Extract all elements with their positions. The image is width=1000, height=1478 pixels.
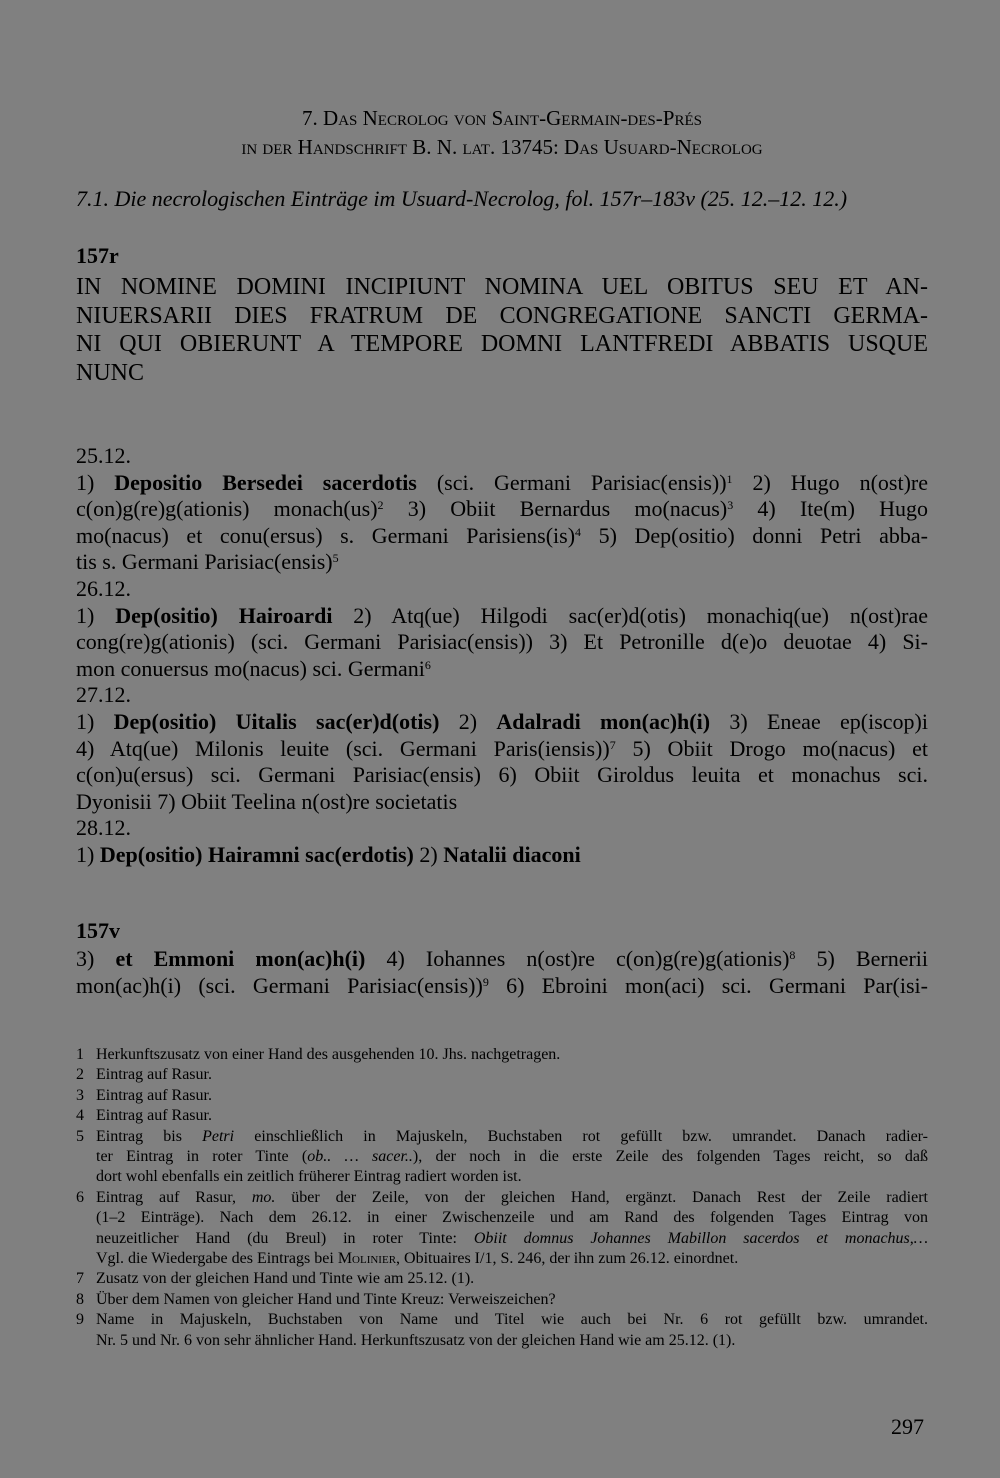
entry-text: 2) Hugo n(ost)re xyxy=(732,469,928,495)
footnote xyxy=(76,1086,928,1106)
entry-bold: Natalii diaconi xyxy=(443,841,581,867)
footnote xyxy=(76,1106,928,1126)
entry-text: mon conuersus mo(nacus) sci. Germani xyxy=(76,655,425,681)
footnote-text: (1–2 Einträge). Nach dem 26.12. in einer Zwischenzeile und am Rand des folgenden Tages Eintrag von xyxy=(96,1209,928,1227)
entry-number: 1) xyxy=(76,841,100,867)
footnote-ref: 5 xyxy=(332,551,339,566)
entry-line: Dyonisii 7) Obiit Teelina n(ost)re societatis xyxy=(76,788,458,814)
entry-bold: Dep(ositio) Uitalis sac(er)d(otis) xyxy=(113,708,440,734)
footnote-ref: 7 xyxy=(609,737,616,752)
entry-text: 3) Obiit Bernardus mo(nacus) xyxy=(383,496,728,522)
folio-157r: 157r xyxy=(76,243,119,268)
footnote xyxy=(76,1065,928,1085)
footnote-text-part: Eintrag auf Rasur, xyxy=(96,1188,252,1206)
footnote-text xyxy=(96,1127,928,1147)
entry-line: c(on)u(ersus) sci. Germani Parisiac(ensis) 6) Obiit Giroldus leuita et monachus sci. xyxy=(76,762,928,788)
entry-number: 1) xyxy=(76,708,114,734)
entry-text: 4) Atq(ue) Milonis leuite (sci. Germani Paris(iensis)) xyxy=(76,735,610,761)
date-26-12: 26.12. xyxy=(76,575,131,601)
entry-bold: et Emmoni mon(ac)h(i) xyxy=(115,946,366,971)
footnote xyxy=(76,1045,928,1065)
entry-text: mo(nacus) et conu(ersus) s. Germani Parisiens(is) xyxy=(76,522,576,548)
footnote-text-part: ter Eintrag in roter Tinte ( xyxy=(96,1148,308,1166)
entry-line xyxy=(76,549,928,576)
chapter-title xyxy=(76,104,928,162)
footnote-ref: 8 xyxy=(789,948,796,962)
footnote-text-part: über der Zeile, von der gleichen Hand, ergänzt. Danach Rest der Zeile radiert xyxy=(275,1188,928,1206)
rubric-heading xyxy=(76,273,928,387)
entry-number: 1) xyxy=(76,469,115,495)
footnote-text: dort wohl ebenfalls ein zeitlich früherer Eintrag radiert worden ist. xyxy=(96,1168,522,1186)
entry-line xyxy=(76,470,928,497)
footnote-text-part: einschließlich in Majuskeln, Buchstaben rot gefüllt bzw. umrandet. Danach radier- xyxy=(234,1127,929,1145)
footnote-number: 4 xyxy=(76,1107,84,1125)
entry-line xyxy=(76,523,928,550)
footnote-number: 3 xyxy=(76,1086,84,1104)
footnote xyxy=(76,1127,928,1188)
chapter-title-line-1: 7. Das Necrolog von Saint-Germain-des-Prés xyxy=(302,106,702,130)
footnote-text: Name in Majuskeln, Buchstaben von Name und Titel wie auch bei Nr. 6 rot gefüllt bzw. umrandet. xyxy=(96,1311,928,1329)
chapter-title-line-2: in der Handschrift B. N. lat. 13745: Das Usuard-Necrolog xyxy=(241,135,763,159)
footnote-ref: 4 xyxy=(575,524,582,539)
entry-line xyxy=(76,709,928,736)
footnote-ref: 1 xyxy=(726,471,733,486)
rubric-line: NI QUI OBIERUNT A TEMPORE DOMNI LANTFREDI ABBATIS USQUE xyxy=(76,331,928,357)
date-28-12: 28.12. xyxy=(76,815,131,841)
footnote-text xyxy=(96,1249,928,1269)
footnote-text: Herkunftszusatz von einer Hand des ausgehenden 10. Jhs. nachgetragen. xyxy=(96,1046,561,1063)
entry-bold: Adalradi mon(ac)h(i) xyxy=(496,708,711,734)
entry-text: 3) Eneae ep(iscop)i xyxy=(710,708,928,734)
footnote xyxy=(76,1188,928,1270)
entry-text: mon(ac)h(i) (sci. Germani Parisiac(ensis)) xyxy=(76,972,483,998)
entry-text: 5) Obiit Drogo mo(nacus) et xyxy=(615,735,928,761)
entry-line xyxy=(76,656,928,683)
entry-line xyxy=(76,842,928,869)
entries-157r xyxy=(76,443,928,869)
footnote xyxy=(76,1310,928,1351)
entry-text: c(on)g(re)g(ationis) monach(us) xyxy=(76,496,378,522)
entries-157v xyxy=(76,946,928,999)
footnote-text: Eintrag auf Rasur. xyxy=(96,1086,212,1104)
entry-number: 2) xyxy=(413,841,444,867)
footnote-italic: ob.. … sacer.. xyxy=(307,1148,413,1166)
entry-bold: Dep(ositio) Hairoardi xyxy=(115,602,333,628)
entry-text: 5) Dep(ositio) donni Petri abba- xyxy=(581,522,928,548)
footnote-text-part: , Obituaires I/1, S. 246, der ihn zum 26.12. einordnet. xyxy=(396,1250,739,1268)
footnote-number: 6 xyxy=(76,1188,84,1206)
entry-line xyxy=(76,973,928,1000)
entry-text: 2) Atq(ue) Hilgodi sac(er)d(otis) monachiq(ue) n(ost)rae xyxy=(332,602,929,628)
footnote-text: Nr. 5 und Nr. 6 von sehr ähnlicher Hand. Herkunftszusatz von der gleichen Hand wie am 25.12. (1). xyxy=(96,1331,736,1349)
entry-text: (sci. Germani Parisiac(ensis)) xyxy=(416,469,727,495)
entry-text: 5) Bernerii xyxy=(795,946,929,971)
folio-157v: 157v xyxy=(76,918,120,943)
footnote-text: Eintrag auf Rasur. xyxy=(96,1066,212,1084)
footnotes xyxy=(76,1045,928,1351)
footnote-italic: mo. xyxy=(251,1188,276,1206)
page-number: 297 xyxy=(891,1414,924,1439)
footnote-ref: 6 xyxy=(424,657,431,672)
entry-text: 6) Ebroini mon(aci) sci. Germani Par(isi- xyxy=(488,972,928,998)
footnote-text: Eintrag auf Rasur. xyxy=(96,1107,212,1125)
entry-line: cong(re)g(ationis) (sci. Germani Parisiac(ensis)) 3) Et Petronille d(e)o deuotae 4) Si- xyxy=(76,629,928,655)
date-25-12: 25.12. xyxy=(76,443,131,468)
entry-number: 2) xyxy=(439,708,497,734)
footnote-italic: Petri xyxy=(202,1127,235,1145)
footnote-ref: 3 xyxy=(727,498,734,513)
rubric-line: NIUERSARII DIES FRATRUM DE CONGREGATIONE SANCTI GERMA- xyxy=(76,302,928,329)
rubric-line: IN NOMINE DOMINI INCIPIUNT NOMINA UEL OBITUS SEU ET AN- xyxy=(76,274,928,300)
entry-bold: Dep(ositio) Hairamni sac(erdotis) xyxy=(99,841,414,867)
entry-line xyxy=(76,736,928,763)
entry-text: 4) Iohannes n(ost)re c(on)g(re)g(ationis) xyxy=(365,946,790,971)
entry-text: tis s. Germani Parisiac(ensis) xyxy=(76,549,333,575)
footnote-text-part: Vgl. die Wiedergabe des Eintrags bei xyxy=(96,1250,338,1268)
entry-line xyxy=(76,946,928,973)
footnote-text-part: ), der noch in die erste Zeile des folgenden Tages reicht, so daß xyxy=(412,1148,929,1166)
footnote-italic: Obiit domnus Johannes Mabillon sacerdos et monachus,… xyxy=(473,1229,928,1247)
footnote-number: 2 xyxy=(76,1066,84,1084)
footnote-number: 1 xyxy=(76,1046,84,1063)
footnote xyxy=(76,1269,928,1289)
entry-bold: Depositio Bersedei sacerdotis xyxy=(114,469,417,495)
footnote-ref: 2 xyxy=(377,498,384,513)
rubric-line: NUNC xyxy=(76,359,145,386)
footnote-ref: 9 xyxy=(482,974,489,989)
author-name: Molinier xyxy=(337,1250,397,1268)
footnote-number: 9 xyxy=(76,1311,84,1329)
entry-line xyxy=(76,603,928,630)
entry-text: 4) Ite(m) Hugo xyxy=(733,496,928,522)
footnote-text xyxy=(96,1188,928,1208)
footnote-text: Zusatz von der gleichen Hand und Tinte wie am 25.12. (1). xyxy=(96,1270,475,1288)
footnote-text xyxy=(96,1229,928,1249)
footnote xyxy=(76,1290,928,1310)
entry-number: 1) xyxy=(76,602,116,628)
footnote-number: 8 xyxy=(76,1290,84,1308)
entry-number: 3) xyxy=(76,946,116,971)
footnote-text-part: Eintrag bis xyxy=(96,1127,203,1145)
section-subtitle: 7.1. Die necrologischen Einträge im Usuard-Necrolog, fol. 157r–183v (25. 12.–12. 12.) xyxy=(76,186,848,211)
footnote-text: Über dem Namen von gleicher Hand und Tinte Kreuz: Verweiszeichen? xyxy=(96,1290,556,1308)
footnote-text-part: neuzeitlicher Hand (du Breul) in roter Tinte: xyxy=(96,1229,474,1247)
footnote-number: 5 xyxy=(76,1127,84,1145)
footnote-text xyxy=(96,1147,928,1167)
footnote-number: 7 xyxy=(76,1270,84,1288)
entry-line xyxy=(76,496,928,523)
date-27-12: 27.12. xyxy=(76,682,131,708)
